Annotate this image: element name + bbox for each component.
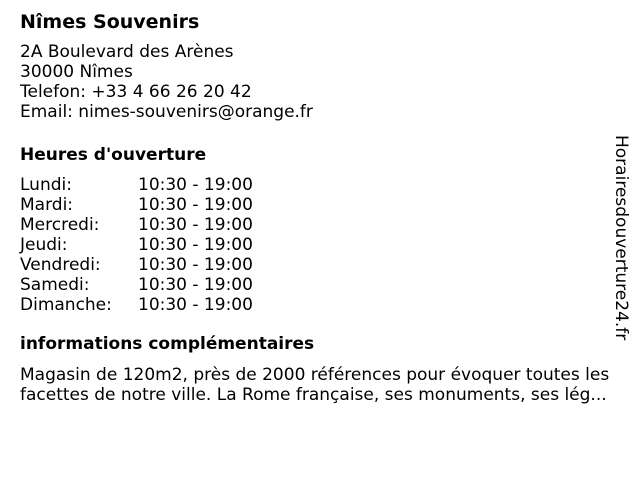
info-line-2: facettes de notre ville. La Rome française, ses monuments, ses lég... <box>20 385 607 405</box>
hours-time: 10:30 - 19:00 <box>138 215 253 235</box>
store-phone: Telefon: +33 4 66 26 20 42 <box>20 82 252 102</box>
hours-row-jeudi <box>20 235 620 255</box>
address-city: 30000 Nîmes <box>20 62 133 82</box>
site-watermark: Horairesdouverture24.fr <box>611 135 631 341</box>
hours-day: Dimanche: <box>20 295 112 315</box>
store-card <box>20 10 620 405</box>
hours-day: Samedi: <box>20 275 90 295</box>
hours-day: Lundi: <box>20 175 72 195</box>
store-name: Nîmes Souvenirs <box>20 11 200 33</box>
hours-day: Vendredi: <box>20 255 101 275</box>
hours-row-samedi <box>20 275 620 295</box>
hours-time: 10:30 - 19:00 <box>138 195 253 215</box>
hours-row-lundi <box>20 175 620 195</box>
info-description <box>20 365 622 405</box>
hours-row-vendredi <box>20 255 620 275</box>
hours-row-mercredi <box>20 215 620 235</box>
info-heading: informations complémentaires <box>20 334 315 354</box>
hours-time: 10:30 - 19:00 <box>138 275 253 295</box>
hours-time: 10:30 - 19:00 <box>138 235 253 255</box>
store-address <box>20 42 620 122</box>
hours-time: 10:30 - 19:00 <box>138 295 253 315</box>
hours-day: Mardi: <box>20 195 74 215</box>
hours-list <box>20 175 620 315</box>
hours-time: 10:30 - 19:00 <box>138 255 253 275</box>
hours-row-dimanche <box>20 295 620 315</box>
hours-heading: Heures d'ouverture <box>20 145 207 165</box>
store-email: Email: nimes-souvenirs@orange.fr <box>20 102 313 122</box>
hours-row-mardi <box>20 195 620 215</box>
hours-day: Mercredi: <box>20 215 100 235</box>
hours-day: Jeudi: <box>20 235 68 255</box>
hours-time: 10:30 - 19:00 <box>138 175 253 195</box>
address-street: 2A Boulevard des Arènes <box>20 42 234 62</box>
info-line-1: Magasin de 120m2, près de 2000 références pour évoquer toutes les <box>20 365 610 385</box>
